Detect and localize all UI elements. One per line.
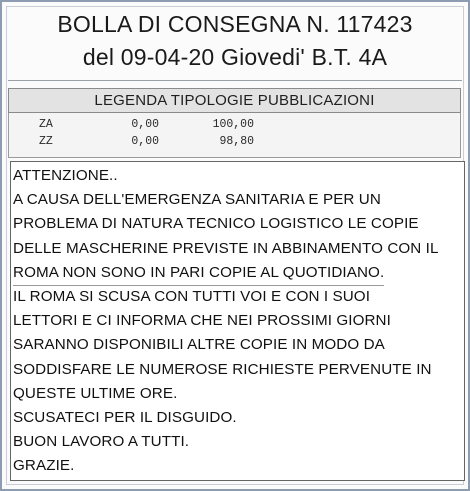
notice-box [10,161,465,481]
legend-value-b: 100,00 [212,118,254,131]
notice-line-text: QUESTE ULTIME ORE. [13,384,178,402]
legend-heading: LEGENDA TIPOLOGIE PUBBLICAZIONI [8,88,461,113]
legend-table [8,113,461,158]
legend-value-b: 98,80 [219,135,254,148]
notice-line [13,333,464,357]
notice-line [13,164,464,188]
notice-line [13,237,464,261]
notice-line-text: SODDISFARE LE NUMEROSE RICHIESTE PERVENUTE IN [13,360,432,378]
notice-line [13,188,464,212]
legend-value-a: 0,00 [131,118,159,131]
legend-row [9,116,309,133]
notice-line-text: DELLE MASCHERINE PREVISTE IN ABBINAMENTO CON IL [13,239,439,257]
notice-line-text: PROBLEMA DI NATURA TECNICO LOGISTICO LE COPIE [13,215,419,233]
notice-line [13,454,464,478]
notice-line [13,358,464,382]
legend-row [9,133,309,150]
notice-line-text: A CAUSA DELL'EMERGENZA SANITARIA E PER UN [13,191,381,209]
notice-line-text: ROMA NON SONO IN PARI COPIE AL QUOTIDIANO. [13,261,384,286]
legend-code: ZZ [39,135,53,148]
document-title: BOLLA DI CONSEGNA N. 117423 [57,11,413,37]
notice-line [13,309,464,333]
notice-line [13,261,464,285]
notice-line [13,406,464,430]
notice-line-text: SCUSATECI PER IL DISGUIDO. [13,408,237,426]
notice-line [13,285,464,309]
notice-line [13,212,464,236]
header-divider [8,80,462,81]
notice-line [13,382,464,406]
legend-code: ZA [39,118,53,131]
notice-line-text: GRAZIE. [13,457,75,475]
document-subtitle: del 09-04-20 Giovedi' B.T. 4A [82,44,388,70]
notice-line-text: ATTENZIONE.. [13,167,118,184]
notice-line-text: LETTORI E CI INFORMA CHE NEI PROSSIMI GIORNI [13,312,391,330]
notice-line-text: IL ROMA SI SCUSA CON TUTTI VOI E CON I SUOI [13,287,371,305]
legend-value-a: 0,00 [131,135,159,148]
notice-line [13,430,464,454]
notice-line-text: BUON LAVORO A TUTTI. [13,433,190,451]
notice-line-text: SARANNO DISPONIBILI ALTRE COPIE IN MODO DA [13,336,385,354]
